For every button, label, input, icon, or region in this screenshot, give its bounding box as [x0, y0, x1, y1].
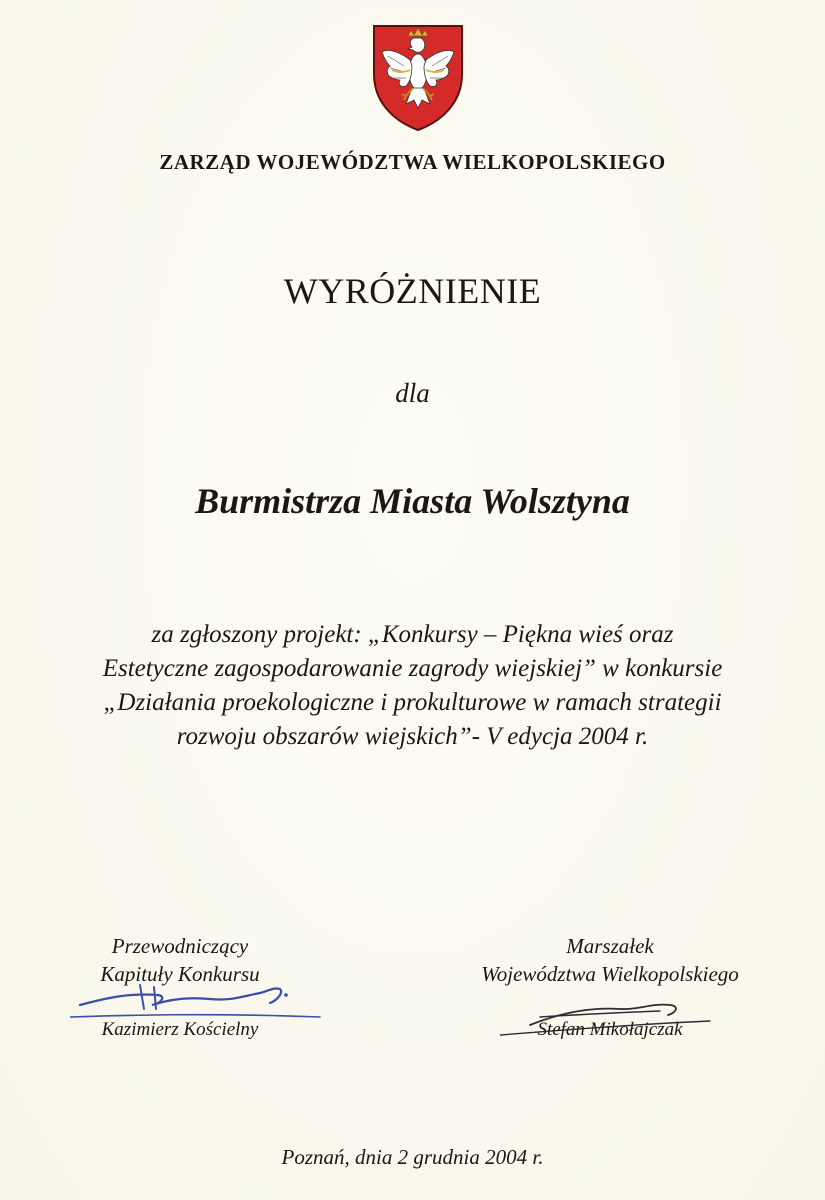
place-and-date: Poznań, dnia 2 grudnia 2004 r.: [281, 1145, 544, 1169]
right-signatory-role: Marszałek: [566, 934, 654, 958]
right-handwritten-signature: [500, 995, 730, 1045]
left-signatory-role: Przewodniczący: [111, 934, 249, 958]
left-signatory-role-2: Kapituły Konkursu: [100, 962, 260, 986]
description-line: Estetyczne zagospodarowanie zagrody wiejskiej” w konkursie: [102, 655, 723, 682]
description-line: rozwoju obszarów wiejskich”- V edycja 2004 r.: [176, 723, 649, 750]
description-line: za zgłoszony projekt: „Konkursy – Piękna wieś oraz: [151, 621, 674, 648]
description-line: „Działania proekologiczne i prokulturowe w ramach strategii: [103, 689, 722, 716]
left-handwritten-signature: [70, 975, 330, 1035]
left-signatory-name: Kazimierz Kościelny: [101, 1019, 259, 1040]
award-description: [0, 618, 825, 754]
coat-of-arms-icon: [370, 22, 466, 134]
recipient-name: Burmistrza Miasta Wolsztyna: [195, 481, 630, 521]
right-signatory-name: Stefan Mikołajczak: [537, 1019, 683, 1040]
for-label: dla: [395, 378, 430, 408]
certificate-title: WYRÓŻNIENIE: [283, 271, 542, 311]
issuing-authority: ZARZĄD WOJEWÓDZTWA WIELKOPOLSKIEGO: [159, 150, 666, 174]
right-signatory-role-2: Województwa Wielkopolskiego: [481, 962, 739, 986]
